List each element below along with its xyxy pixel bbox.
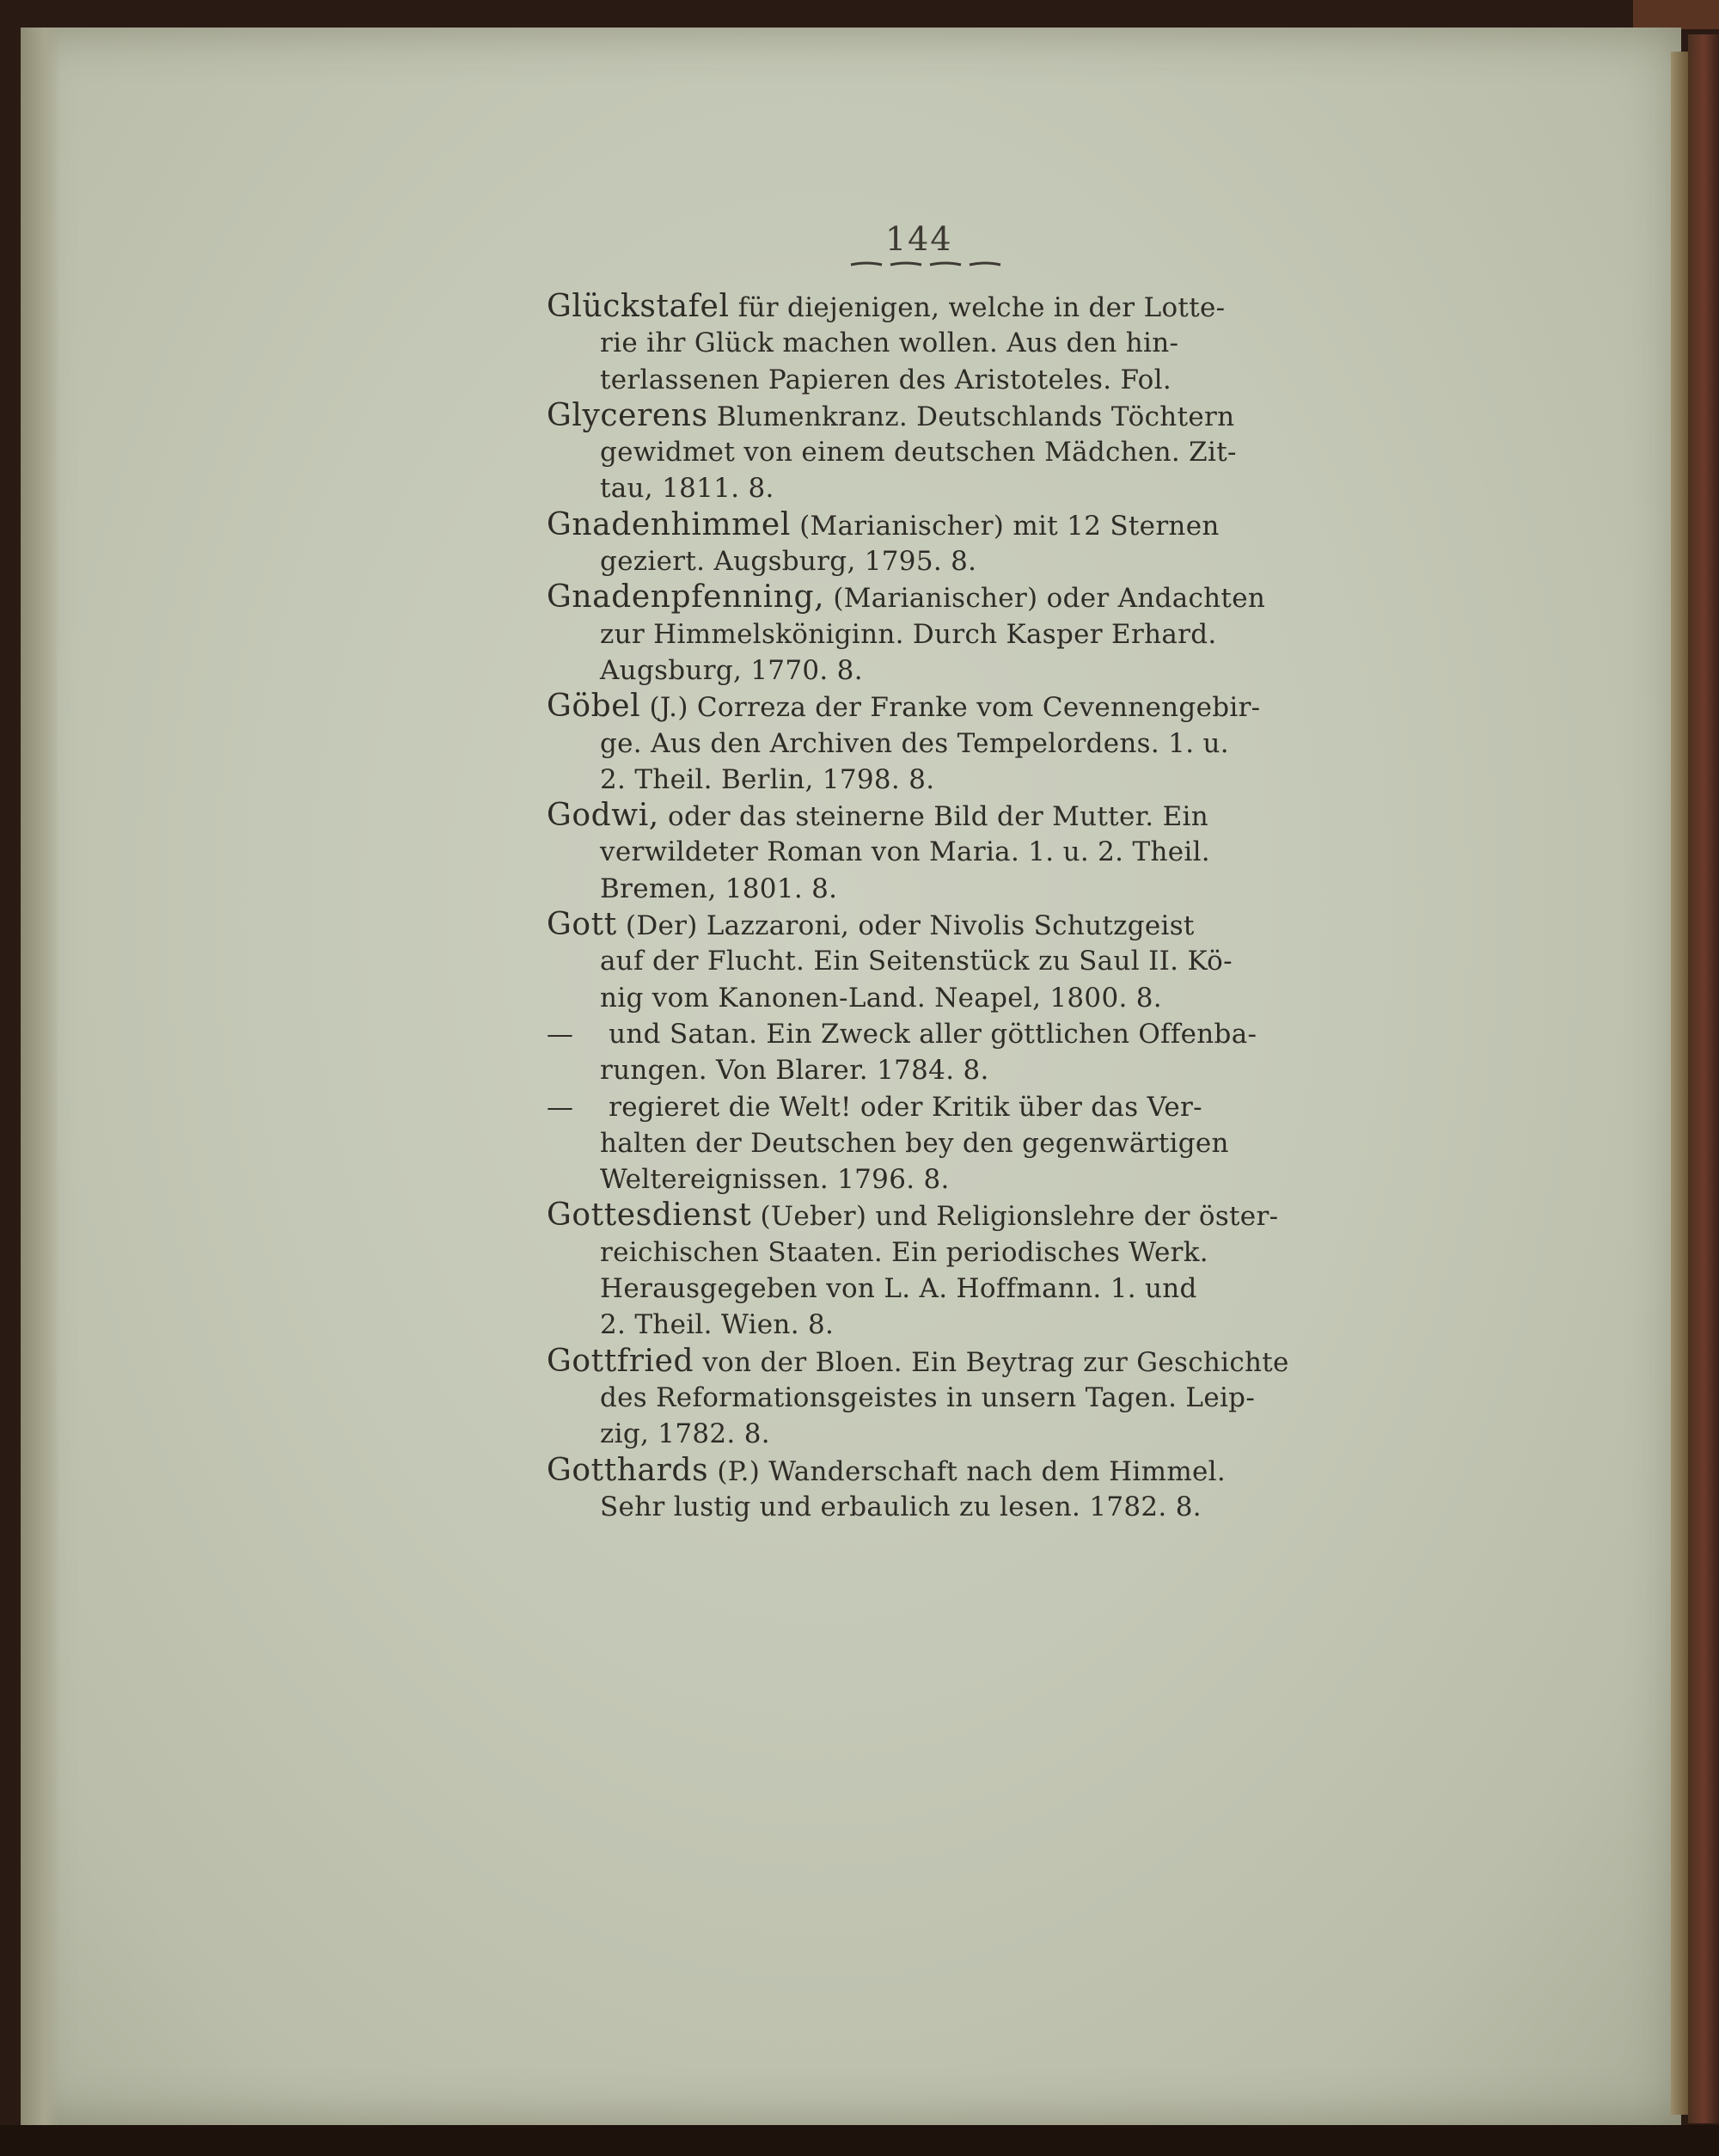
binding-stain — [1633, 0, 1719, 29]
page-right-edge — [1671, 52, 1688, 2115]
entry-continuation-line — [547, 834, 1320, 870]
entry-headword: Gottesdienst — [547, 1197, 752, 1234]
entry-text: verwildeter Roman von Maria. 1. u. 2. Theil. — [600, 836, 1210, 868]
entry-first-line — [547, 689, 1320, 725]
entry-continuation-line — [547, 1234, 1320, 1271]
entry-text: Weltereignissen. 1796. 8. — [600, 1164, 950, 1196]
entry-text: nig vom Kanonen-Land. Neapel, 1800. 8. — [600, 982, 1162, 1014]
entry-headword: Gotthards — [547, 1452, 709, 1488]
entry-headword: Gott — [547, 907, 617, 943]
entry-continuation-line — [547, 362, 1320, 398]
entry-text: auf der Flucht. Ein Seitenstück zu Saul II. Kö- — [600, 946, 1233, 977]
entry-text: und Satan. Ein Zweck aller göttlichen Offenba- — [609, 1018, 1257, 1050]
entry-continuation-line — [547, 652, 1320, 689]
entry-first-line — [547, 1344, 1320, 1380]
entry-text: regieret die Welt! oder Kritik über das Ver- — [609, 1091, 1202, 1123]
entry-text: rie ihr Glück machen wollen. Aus den hin- — [600, 328, 1179, 359]
entry-text: 2. Theil. Wien. 8. — [600, 1309, 835, 1341]
entry-text: Bremen, 1801. 8. — [600, 873, 838, 904]
entry-first-line — [547, 579, 1320, 616]
entry-text: terlassenen Papieren des Aristoteles. Fol. — [600, 364, 1171, 395]
entry-first-line — [547, 1453, 1320, 1489]
entry-text: (P.) Wanderschaft nach dem Himmel. — [717, 1455, 1227, 1487]
entry-text: Augsburg, 1770. 8. — [600, 654, 863, 686]
entry-text: (Der) Lazzaroni, oder Nivolis Schutzgeist — [625, 910, 1195, 942]
book-binding-edge — [1688, 34, 1719, 2123]
entry-text: ge. Aus den Archiven des Tempelordens. 1. u. — [600, 727, 1229, 759]
entry-first-line — [547, 398, 1320, 434]
entry-first-line — [547, 507, 1320, 543]
entry-first-line — [547, 1016, 1320, 1052]
entry-first-line — [547, 1089, 1320, 1125]
entry-text: (Ueber) und Religionslehre der öster- — [760, 1201, 1279, 1233]
entry-text: gewidmet von einem deutschen Mädchen. Zit- — [600, 437, 1237, 469]
entry-continuation-line — [547, 325, 1320, 361]
ditto-dash: — — [547, 1091, 574, 1123]
entry-continuation-line — [547, 1271, 1320, 1307]
entry-text: oder das steinerne Bild der Mutter. Ein — [668, 801, 1209, 833]
entry-text: Sehr lustig und erbaulich zu lesen. 1782. 8. — [600, 1491, 1202, 1522]
entry-text: Blumenkranz. Deutschlands Töchtern — [716, 401, 1235, 432]
entry-continuation-line — [547, 1380, 1320, 1416]
entry-headword: Gnadenpfenning, — [547, 579, 825, 616]
entry-first-line — [547, 1197, 1320, 1234]
entry-headword: Gottfried — [547, 1343, 694, 1379]
entry-headword: Gnadenhimmel — [547, 506, 791, 542]
entry-text: 2. Theil. Berlin, 1798. 8. — [600, 763, 935, 795]
entry-continuation-line — [547, 1489, 1320, 1525]
entry-first-line — [547, 798, 1320, 834]
entry-text: (J.) Correza der Franke vom Cevennengebir- — [649, 692, 1261, 724]
entry-continuation-line — [547, 616, 1320, 652]
entry-headword: Göbel — [547, 689, 641, 725]
entry-text: geziert. Augsburg, 1795. 8. — [600, 546, 977, 578]
entry-continuation-line — [547, 543, 1320, 579]
entry-continuation-line — [547, 1052, 1320, 1088]
entry-text: für diejenigen, welche in der Lotte- — [737, 292, 1226, 323]
entry-first-line — [547, 907, 1320, 943]
entry-continuation-line — [547, 980, 1320, 1016]
entry-text: (Marianischer) oder Andachten — [833, 583, 1266, 615]
entry-continuation-line — [547, 1161, 1320, 1197]
entry-headword: Godwi, — [547, 798, 659, 834]
entry-headword: Glückstafel — [547, 289, 730, 324]
entry-text: halten der Deutschen bey den gegenwärtigen — [600, 1127, 1229, 1159]
entry-headword: Glycerens — [547, 397, 708, 433]
entry-text: tau, 1811. 8. — [600, 473, 774, 505]
entry-continuation-line — [547, 1307, 1320, 1343]
entry-text: zig, 1782. 8. — [600, 1418, 770, 1450]
entry-text: rungen. Von Blarer. 1784. 8. — [600, 1055, 989, 1087]
entry-continuation-line — [547, 943, 1320, 979]
page-gutter-shadow — [21, 28, 60, 2125]
entry-continuation-line — [547, 1125, 1320, 1161]
entry-continuation-line — [547, 1416, 1320, 1452]
entry-first-line — [547, 289, 1320, 325]
entry-text: von der Bloen. Ein Beytrag zur Geschichte — [702, 1346, 1289, 1378]
ditto-dash: — — [547, 1018, 574, 1050]
page-number: 144 — [885, 220, 953, 258]
entry-continuation-line — [547, 726, 1320, 762]
entry-continuation-line — [547, 762, 1320, 798]
entry-continuation-line — [547, 434, 1320, 470]
entry-continuation-line — [547, 470, 1320, 506]
ornamental-rule — [849, 260, 1004, 268]
bibliography-entries — [547, 289, 1320, 1525]
entry-text: (Marianischer) mit 12 Sternen — [799, 510, 1220, 542]
scan-bottom-border — [0, 2125, 1719, 2156]
entry-text: des Reformationsgeistes in unsern Tagen. Leip- — [600, 1381, 1256, 1413]
entry-text: reichischen Staaten. Ein periodisches Werk. — [600, 1236, 1208, 1268]
entry-text: Herausgegeben von L. A. Hoffmann. 1. und — [600, 1273, 1197, 1305]
entry-continuation-line — [547, 871, 1320, 907]
entry-text: zur Himmelsköniginn. Durch Kasper Erhard. — [600, 618, 1217, 650]
